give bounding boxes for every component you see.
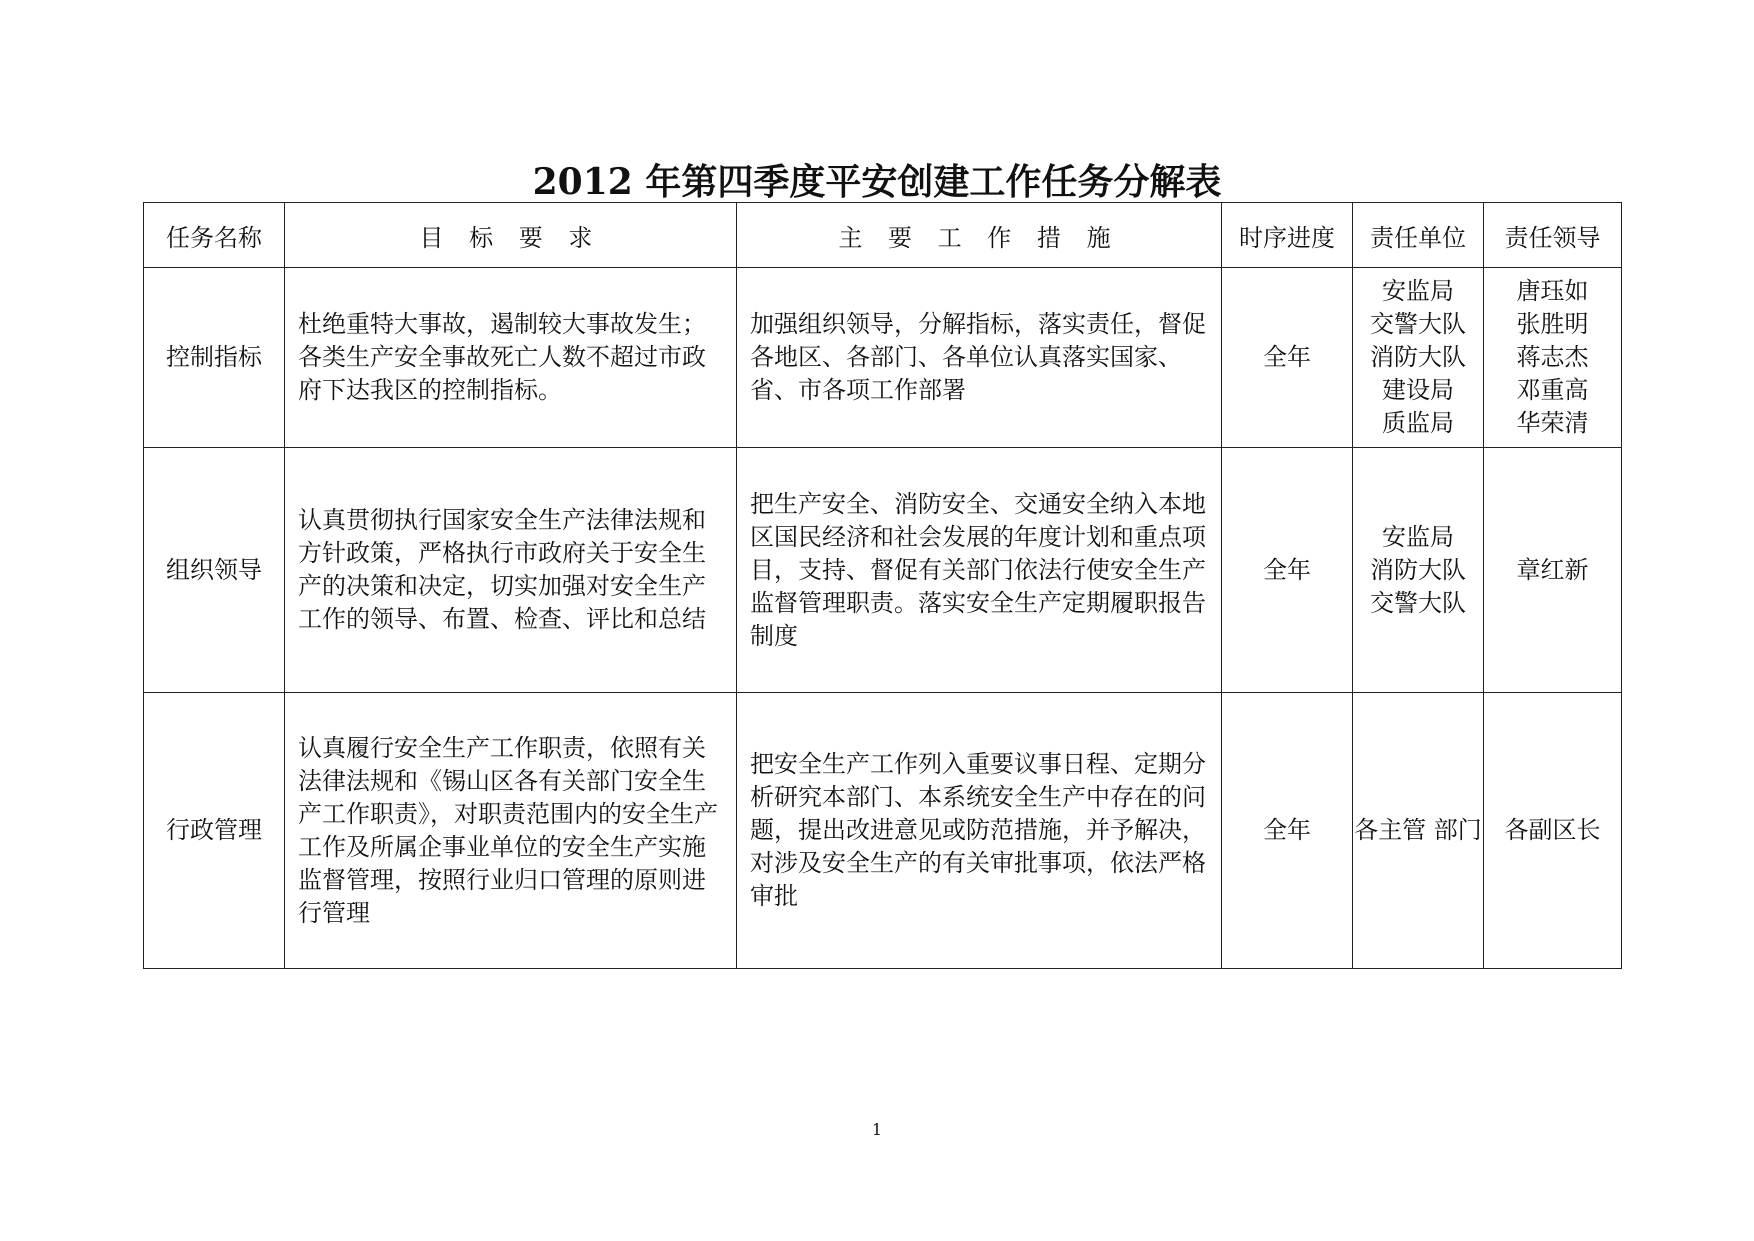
task-breakdown-table <box>143 202 1622 969</box>
measures-cell: 把安全生产工作列入重要议事日程、定期分析研究本部门、本系统安全生产中存在的问题，提出改进意见或防范措施，并予解决，对涉及安全生产的有关审批事项，依法严格审批 <box>737 693 1222 969</box>
table-row <box>144 448 1622 693</box>
target-cell: 杜绝重特大事故，遏制较大事故发生；各类生产安全事故死亡人数不超过市政府下达我区的控制指标。 <box>285 268 737 448</box>
page-title: 2012 年第四季度平安创建工作任务分解表 <box>532 161 1222 203</box>
leader-item: 各副区长 <box>1504 816 1601 844</box>
header-target: 目 标 要 求 <box>285 203 737 268</box>
page-number: 1 <box>871 1120 883 1139</box>
header-leader: 责任领导 <box>1484 203 1622 268</box>
leader-cell <box>1484 693 1622 969</box>
leader-item: 唐珏如 <box>1516 277 1589 305</box>
task-name-cell: 控制指标 <box>144 268 285 448</box>
schedule-cell: 全年 <box>1222 268 1353 448</box>
unit-item: 消防大队 <box>1370 555 1466 584</box>
unit-item: 各主管 部门 <box>1354 816 1482 844</box>
measures-cell: 加强组织领导，分解指标，落实责任，督促各地区、各部门、各单位认真落实国家、省、市各项工作部署 <box>737 268 1222 448</box>
measures-cell: 把生产安全、消防安全、交通安全纳入本地区国民经济和社会发展的年度计划和重点项目，支持、督促有关部门依法行使安全生产监督管理职责。落实安全生产定期履职报告制度 <box>737 448 1222 693</box>
task-name-cell: 组织领导 <box>144 448 285 693</box>
unit-item: 消防大队 <box>1370 343 1466 371</box>
target-cell: 认真贯彻执行国家安全生产法律法规和方针政策，严格执行市政府关于安全生产的决策和决定，切实加强对安全生产工作的领导、布置、检查、评比和总结 <box>285 448 737 693</box>
header-measures: 主 要 工 作 措 施 <box>737 203 1222 268</box>
schedule-cell: 全年 <box>1222 448 1353 693</box>
unit-item: 建设局 <box>1382 376 1454 404</box>
table-row <box>144 693 1622 969</box>
leader-item: 华荣清 <box>1516 409 1589 437</box>
leader-item: 章红新 <box>1516 555 1589 584</box>
target-cell: 认真履行安全生产工作职责，依照有关法律法规和《锡山区各有关部门安全生产工作职责》，对职责范围内的安全生产工作及所属企事业单位的安全生产实施监督管理，按照行业归口管理的原则进行管理 <box>285 693 737 969</box>
unit-cell <box>1353 693 1484 969</box>
unit-item: 安监局 <box>1382 522 1454 551</box>
schedule-cell: 全年 <box>1222 693 1353 969</box>
leader-item: 蒋志杰 <box>1516 343 1589 371</box>
unit-item: 安监局 <box>1382 277 1454 305</box>
unit-cell <box>1353 448 1484 693</box>
leader-item: 邓重高 <box>1516 376 1589 404</box>
task-name-cell: 行政管理 <box>144 693 285 969</box>
unit-item: 交警大队 <box>1370 310 1466 338</box>
unit-item: 质监局 <box>1382 409 1454 437</box>
table-header-row <box>144 203 1622 268</box>
header-task-name: 任务名称 <box>144 203 285 268</box>
leader-cell <box>1484 268 1622 448</box>
leader-item: 张胜明 <box>1516 310 1589 338</box>
header-schedule: 时序进度 <box>1222 203 1353 268</box>
table-row <box>144 268 1622 448</box>
unit-cell <box>1353 268 1484 448</box>
header-unit: 责任单位 <box>1353 203 1484 268</box>
unit-item: 交警大队 <box>1370 588 1466 617</box>
leader-cell <box>1484 448 1622 693</box>
